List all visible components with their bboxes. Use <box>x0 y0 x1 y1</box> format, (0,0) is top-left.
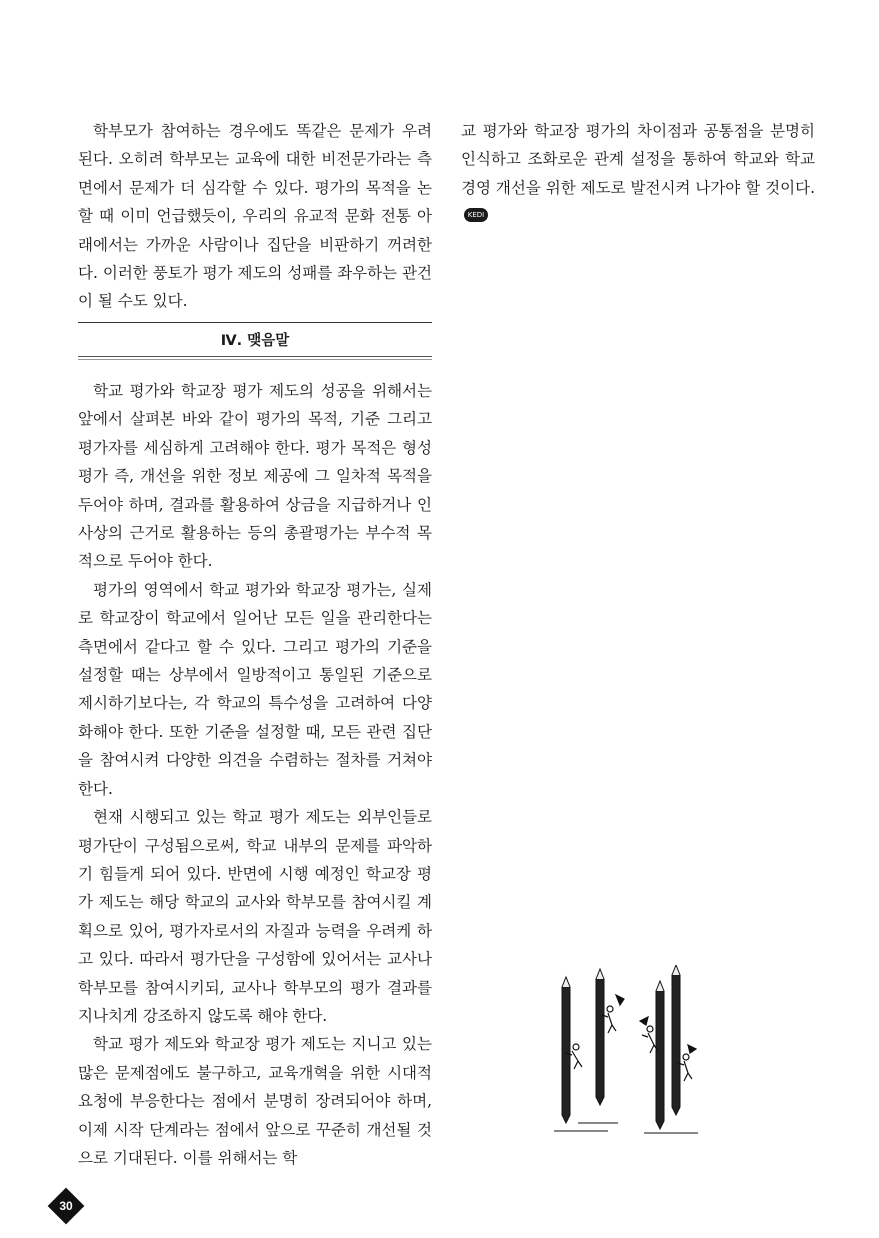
section-heading <box>78 322 432 357</box>
left-column-top <box>78 117 432 316</box>
paragraph: 학교 평가와 학교장 평가 제도의 성공을 위해서는 앞에서 살펴본 바와 같이 평가의 목적, 기준 그리고 평가자를 세심하게 고려해야 한다. 평가 목적은 형성평가 즉, 개선을 위한 정보 제공에 그 일차적 목적을 두어야 하며, 결과를 활용하여 상금을 지급하거나 인사상의 근거로 활용하는 등의 총괄평가는 부수적 목적으로 두어야 한다. <box>78 382 432 571</box>
paragraph: 학교 평가 제도와 학교장 평가 제도는 지니고 있는 많은 문제점에도 불구하고, 교육개혁을 위한 시대적 요청에 부응한다는 점에서 분명히 장려되어야 하며, 이제 시작 단계라는 점에서 앞으로 꾸준히 개선될 것으로 기대된다. 이를 위해서는 학 <box>78 1035 432 1167</box>
paragraph: 현재 시행되고 있는 학교 평가 제도는 외부인들로 평가단이 구성됨으로써, 학교 내부의 문제를 파악하기 힘들게 되어 있다. 반면에 시행 예정인 학교장 평가 제도는 해당 학교의 교사와 학부모를 참여시킬 계획으로 있어, 평가자로서의 자질과 능력을 우려케 하고 있다. 따라서 평가단을 구성함에 있어서는 교사나 학부모를 참여시키되, 교사나 학부모의 평가 결과를 지나치게 강조하지 않도록 해야 한다. <box>78 808 432 1025</box>
paragraph: 평가의 영역에서 학교 평가와 학교장 평가는, 실제로 학교장이 학교에서 일어난 모든 일을 관리한다는 측면에서 같다고 할 수 있다. 그리고 평가의 기준을 설정할 때는 상부에서 일방적이고 통일된 기준으로 제시하기보다는, 각 학교의 특수성을 고려하여 다양화해야 한다. 또한 기준을 설정할 때, 모든 관련 집단을 참여시켜 다양한 의견을 수렴하는 절차를 거쳐야 한다. <box>78 580 432 798</box>
rule-top <box>78 322 432 323</box>
page-number: 30 <box>59 1199 73 1213</box>
section-title: Ⅳ. 맺음말 <box>220 333 290 349</box>
end-mark-icon: KEDI <box>464 208 488 222</box>
page-number-badge <box>48 1188 84 1224</box>
left-column-main <box>78 377 432 1172</box>
rule-bottom <box>78 356 432 357</box>
paragraph-continued <box>461 117 815 231</box>
rule-bottom-secondary <box>78 359 432 360</box>
pencils-climbers-icon <box>548 965 720 1137</box>
paragraph: 학부모가 참여하는 경우에도 똑같은 문제가 우려된다. 오히려 학부모는 교육에 대한 비전문가라는 측면에서 문제가 더 심각할 수 있다. 평가의 목적을 논할 때 이미 언급했듯이, 우리의 유교적 문화 전통 아래에서는 가까운 사람이나 집단을 비판하기 꺼려한다. 이러한 풍토가 평가 제도의 성패를 좌우하는 관건이 될 수도 있다. <box>78 122 432 311</box>
right-column <box>461 117 815 231</box>
paragraph-text: 교 평가와 학교장 평가의 차이점과 공통점을 분명히 인식하고 조화로운 관계 설정을 통하여 학교와 학교 경영 개선을 위한 제도로 발전시켜 나가야 할 것이다. <box>461 122 815 197</box>
